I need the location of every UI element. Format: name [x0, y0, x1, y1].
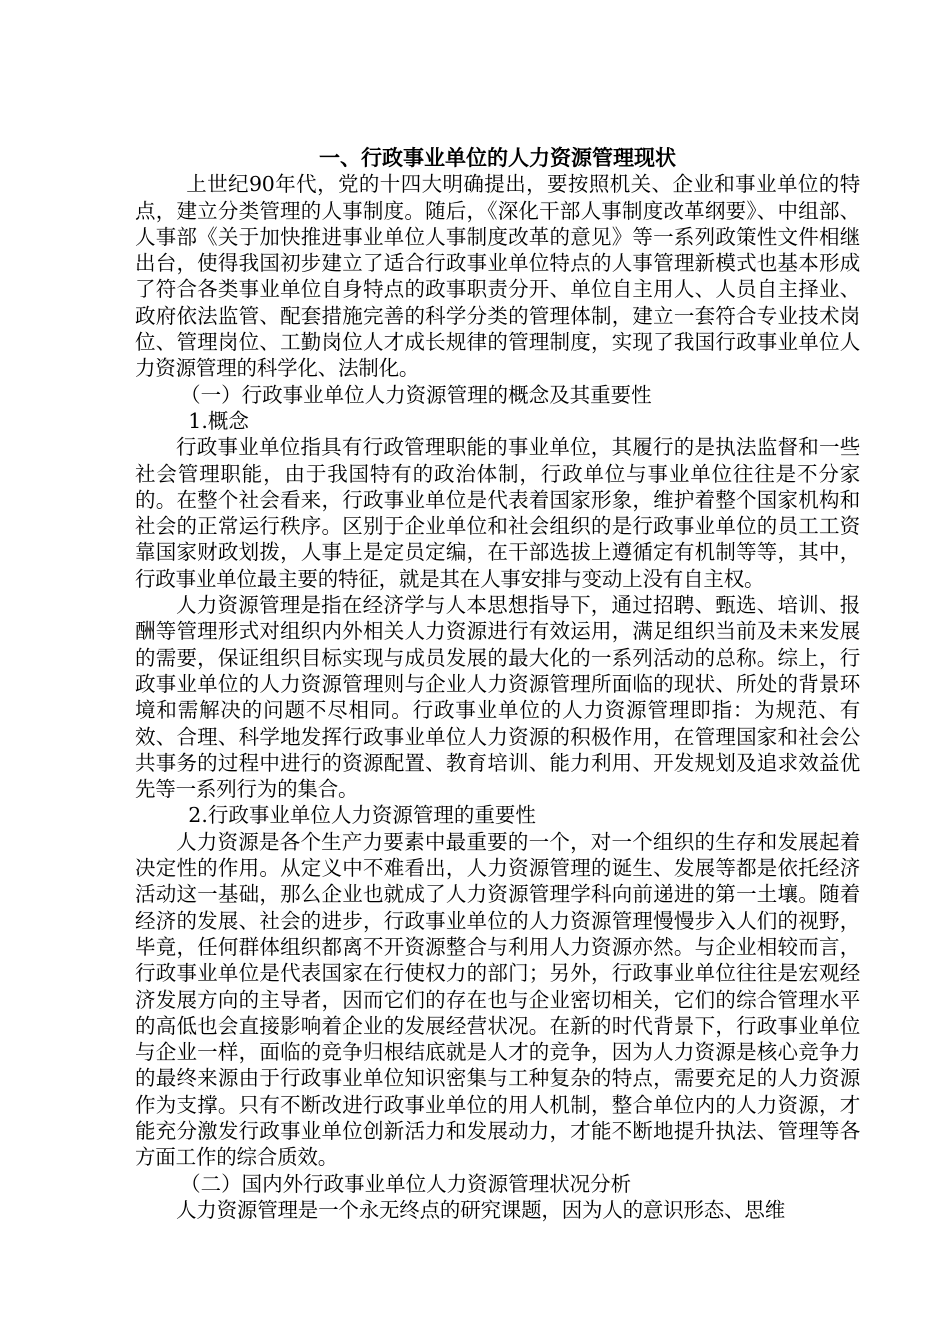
sub-heading-concept: 1.概念 [188, 408, 249, 433]
analysis-paragraph: 人力资源管理是一个永无终点的研究课题，因为人的意识形态、思维 [176, 1197, 785, 1222]
concept-paragraph-2: 人力资源管理是指在经济学与人本思想指导下，通过招聘、甄选、培训、报酬等管理形式对组织内外相关人力资源进行有效运用，满足组织当前及未来发展的需要，保证组织目标实现与成员发展的最大化的一系列活动的总称。综上，行政事业单位的人力资源管理则与企业人力资源管理所面临的现状、所处的背景环境和需解决的问题不尽相同。行政事业单位的人力资源管理即指：为规范、有效、合理、科学地发挥行政事业单位人力资源的积极作用，在管理国家和社会公共事务的过程中进行的资源配置、教育培训、能力利用、开发规划及追求效益优先等一系列行为的集合。 [135, 593, 860, 802]
intro-paragraph: 上世纪90年代，党的十四大明确提出，要按照机关、企业和事业单位的特点，建立分类管理的人事制度。随后，《深化干部人事制度改革纲要》、中组部、人事部《关于加快推进事业单位人事制度改革的意见》等一系列政策性文件相继出台，使得我国初步建立了适合行政事业单位特点的人事管理新模式也基本形成了符合各类事业单位自身特点的政事职责分开、单位自主用人、人员自主择业、政府依法监管、配套措施完善的科学分类的管理体制，建立一套符合专业技术岗位、管理岗位、工勤岗位人才成长规律的管理制度，实现了我国行政事业单位人力资源管理的科学化、法制化。 [135, 172, 860, 381]
section-title: 一、行政事业单位的人力资源管理现状 [319, 145, 676, 170]
importance-paragraph: 人力资源是各个生产力要素中最重要的一个，对一个组织的生存和发展起着决定性的作用。从定义中不难看出，人力资源管理的诞生、发展等都是依托经济活动这一基础，那么企业也就成了人力资源管理学科向前递进的第一土壤。随着经济的发展、社会的进步，行政事业单位的人力资源管理慢慢步入人们的视野，毕竟，任何群体组织都离不开资源整合与利用人力资源亦然。与企业相较而言，行政事业单位是代表国家在行使权力的部门；另外，行政事业单位往往是宏观经济发展方向的主导者，因而它们的存在也与企业密切相关，它们的综合管理水平的高低也会直接影响着企业的发展经营状况。在新的时代背景下，行政事业单位与企业一样，面临的竞争归根结底就是人才的竞争，因为人力资源是核心竞争力的最终来源由于行政事业单位知识密集与工种复杂的特点，需要充足的人力资源作为支撑。只有不断改进行政事业单位的用人机制，整合单位内的人力资源，才能充分激发行政事业单位创新活力和发展动力，才能不断地提升执法、管理等各方面工作的综合质效。 [135, 829, 860, 1170]
subsection-heading-2: （二）国内外行政事业单位人力资源管理状况分析 [180, 1171, 632, 1196]
document-page [135, 145, 860, 1223]
sub-heading-importance: 2.行政事业单位人力资源管理的重要性 [188, 803, 536, 828]
concept-paragraph-1: 行政事业单位指具有行政管理职能的事业单位，其履行的是执法监督和一些社会管理职能，由于我国特有的政治体制，行政单位与事业单位往往是不分家的。在整个社会看来，行政事业单位是代表着国家形象，维护着整个国家机构和社会的正常运行秩序。区别于企业单位和社会组织的是行政事业单位的员工工资靠国家财政划拨，人事上是定员定编，在干部选拔上遵循定有机制等等，其中，行政事业单位最主要的特征，就是其在人事安排与变动上没有自主权。 [135, 435, 860, 591]
subsection-heading-1: （一）行政事业单位人力资源管理的概念及其重要性 [180, 382, 652, 407]
